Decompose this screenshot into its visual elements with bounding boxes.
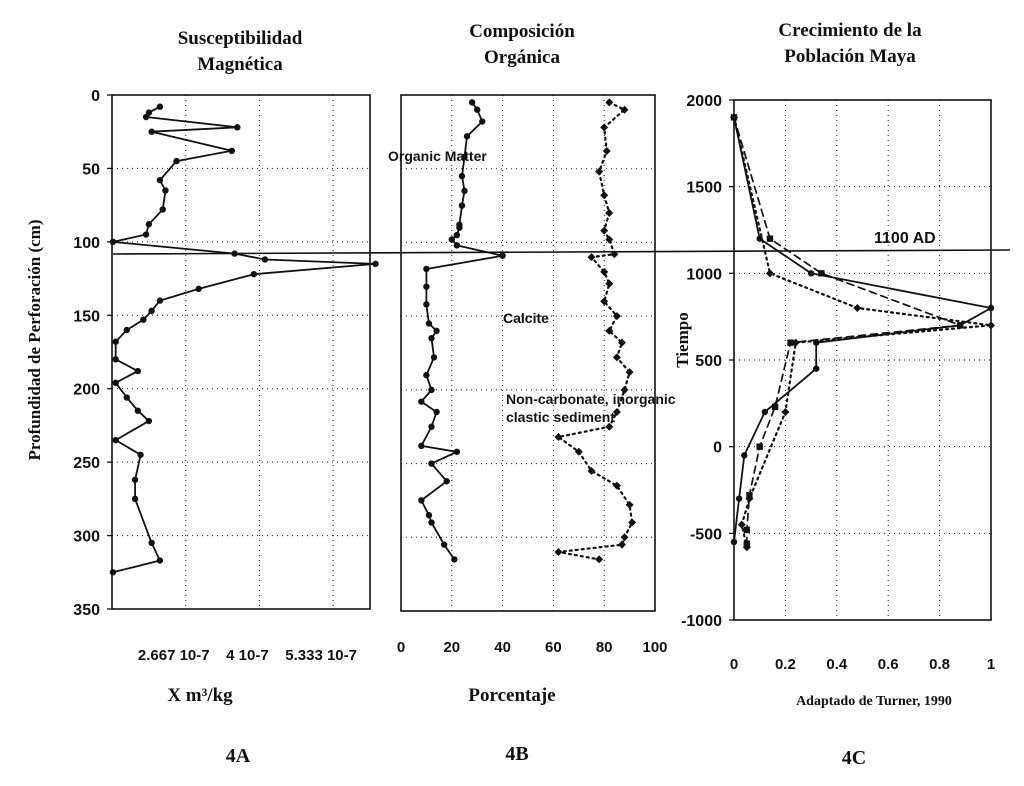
panel-4b-series-2-point bbox=[600, 191, 608, 199]
panel-4b-x-axis-label: Porcentaje bbox=[468, 685, 556, 706]
panel-4c-series-3-point bbox=[987, 321, 995, 329]
panel-4a-series-1-point bbox=[110, 569, 116, 575]
panel-4b-series-1-point bbox=[464, 133, 470, 139]
panel-4a-series-1-point bbox=[148, 540, 154, 546]
panel-4b-label: 4B bbox=[505, 743, 529, 765]
panel-4a-ticks bbox=[73, 88, 357, 664]
panel-4c-title-line-1: Crecimiento de la bbox=[778, 20, 922, 41]
panel-4a-series-1-point bbox=[157, 557, 163, 563]
panel-4b-series-1-point bbox=[479, 118, 485, 124]
panel-4b-series-1-point bbox=[423, 301, 429, 307]
panel-4a-series-1-point bbox=[148, 129, 154, 135]
panel-4a-series-1-point bbox=[124, 394, 130, 400]
panel-4a-series-1-point bbox=[124, 327, 130, 333]
panel-4c-title-line-2: Población Maya bbox=[784, 46, 916, 67]
panel-4b-series-2-point bbox=[554, 548, 562, 556]
panel-4a-y-tick-label: 100 bbox=[73, 234, 100, 252]
panel-4b-series-1-point bbox=[418, 443, 424, 449]
panel-4a-y-tick-label: 250 bbox=[73, 455, 100, 473]
panel-4a-y-tick-label: 200 bbox=[73, 381, 100, 399]
panel-4b-series-2-point bbox=[628, 519, 636, 527]
panel-4a-series-1-point bbox=[146, 221, 152, 227]
panel-4c-series-2-point bbox=[757, 443, 763, 449]
panel-4a-series-1-point bbox=[229, 148, 235, 154]
panel-4a-series-1-point bbox=[234, 124, 240, 130]
panel-4b-series-1-point bbox=[499, 252, 505, 258]
panel-4a-series bbox=[110, 104, 379, 576]
panel-4c-series-3-point bbox=[853, 304, 861, 312]
panel-4b-x-tick-label: 60 bbox=[545, 639, 562, 656]
panel-4c-ticks bbox=[681, 93, 995, 673]
panel-4b-series-2-line bbox=[559, 102, 633, 559]
panel-4b-series-1-point bbox=[426, 320, 432, 326]
panel-4a-series-1-point bbox=[148, 308, 154, 314]
panel-4c-series-1-point bbox=[808, 270, 814, 276]
panel-4c-series-3-point bbox=[781, 408, 789, 416]
panel-4b-title-line-1: Composición bbox=[469, 21, 575, 42]
panel-4b-series-1-point bbox=[451, 556, 457, 562]
panel-4a-series-1-point bbox=[195, 286, 201, 292]
panel-4b-x-tick-label: 40 bbox=[494, 639, 511, 656]
panel-4b-series bbox=[418, 98, 636, 563]
panel-4c-series-3-point bbox=[766, 269, 774, 277]
panel-4b-x-tick-label: 80 bbox=[595, 639, 613, 656]
panel-4c-series-2-point bbox=[767, 235, 773, 241]
panel-4b-series-1-point bbox=[428, 424, 434, 430]
panel-4a-grid bbox=[112, 95, 370, 609]
panel-4a-series-1-point bbox=[157, 297, 163, 303]
panel-4a-x-tick-label: 5.333 10-7 bbox=[285, 647, 357, 664]
panel-4a-series-1-point bbox=[251, 271, 257, 277]
panel-4a-label: 4A bbox=[225, 745, 251, 767]
panel-4c-series-1-point bbox=[988, 305, 994, 311]
panel-4a-series-1-line bbox=[113, 107, 376, 573]
panel-4c-x-tick-label: 1 bbox=[986, 656, 996, 673]
panel-4b-series-1-point bbox=[469, 99, 475, 105]
panel-4c-series-3-line bbox=[734, 117, 991, 547]
panel-4b-series-2-point bbox=[605, 280, 613, 288]
panel-4c-series-1-point bbox=[731, 539, 737, 545]
panel-4c-y-tick-label: 1500 bbox=[686, 179, 722, 197]
panel-4b-series-1-point bbox=[418, 398, 424, 404]
panel-4b-series-2-point bbox=[618, 541, 626, 549]
panel-4c-y-tick-label: 1000 bbox=[686, 266, 722, 284]
panel-4a-y-tick-label: 50 bbox=[82, 161, 100, 179]
panel-4b-series-1-point bbox=[449, 236, 455, 242]
panel-4c-y-tick-label: 2000 bbox=[686, 93, 722, 110]
panel-4b-grid bbox=[401, 95, 655, 611]
annotation-clastic-line-2: clastic sediment bbox=[506, 409, 615, 425]
panel-4a-series-1-point bbox=[113, 356, 119, 362]
panel-4b-series-1-point bbox=[428, 519, 434, 525]
panel-4a-series-1-point bbox=[146, 418, 152, 424]
panel-4b-series-2-point bbox=[600, 268, 608, 276]
panel-4b-series-2-point bbox=[595, 555, 603, 563]
panel-4b-series-1-point bbox=[423, 283, 429, 289]
panel-4b-series-2-point bbox=[603, 147, 611, 155]
panel-4b-series-1-point bbox=[423, 372, 429, 378]
panel-4b-axes-frame bbox=[401, 95, 655, 611]
panel-4a-series-1-point bbox=[113, 380, 119, 386]
panel-4a-series-1-point bbox=[137, 452, 143, 458]
panel-4b-series-1-point bbox=[454, 449, 460, 455]
panel-4a-series-1-point bbox=[162, 187, 168, 193]
panel-4c-series-2-line bbox=[734, 117, 960, 543]
panel-4c-y-tick-label: -500 bbox=[689, 526, 722, 544]
panel-4a-series-1-point bbox=[113, 339, 119, 345]
panel-4a-y-tick-label: 300 bbox=[73, 528, 100, 546]
panel-4a-x-tick-label: 2.667 10-7 bbox=[137, 647, 210, 664]
panel-4b-series-2-point bbox=[626, 368, 634, 376]
panel-4a-x-axis-label: X m³/kg bbox=[167, 685, 233, 706]
panel-4b-series-1-point bbox=[428, 460, 434, 466]
panel-4c bbox=[673, 20, 995, 769]
panel-4a-axes-frame bbox=[112, 95, 370, 609]
panel-4b-x-tick-label: 20 bbox=[443, 639, 461, 656]
panel-4b-series-1-point bbox=[461, 188, 467, 194]
annotation-calcite: Calcite bbox=[503, 310, 549, 326]
panel-4c-x-tick-label: 0.8 bbox=[929, 656, 951, 673]
panel-4a-series-1-point bbox=[132, 477, 138, 483]
panel-4b-x-tick-label: 0 bbox=[396, 639, 406, 656]
panel-4c-x-tick-label: 0.2 bbox=[774, 656, 796, 673]
y-axis-label: Profundidad de Perforación (cm) bbox=[25, 219, 44, 461]
panel-4c-grid bbox=[734, 100, 991, 620]
source-note: Adaptado de Turner, 1990 bbox=[796, 694, 952, 709]
panel-4b-series-1-point bbox=[431, 354, 437, 360]
panel-4a-series-1-point bbox=[140, 316, 146, 322]
panel-4b bbox=[388, 21, 676, 765]
panel-4b-series-2-point bbox=[621, 533, 629, 541]
panel-4c-series-1-point bbox=[736, 495, 742, 501]
panel-4c-y-tick-label: -1000 bbox=[681, 613, 722, 630]
panel-4c-label: 4C bbox=[841, 747, 867, 769]
panel-4b-series-1-point bbox=[441, 541, 447, 547]
panel-4a-series-1-point bbox=[173, 158, 179, 164]
panel-4c-y-tick-label: 500 bbox=[695, 353, 722, 370]
panel-4a-series-1-point bbox=[143, 231, 149, 237]
panel-4a-series-1-point bbox=[110, 239, 116, 245]
panel-4c-y-tick-label: 0 bbox=[713, 439, 722, 457]
panel-4b-series-1-point bbox=[459, 173, 465, 179]
panel-4a-series-1-point bbox=[132, 496, 138, 502]
panel-4b-title-line-2: Orgánica bbox=[484, 47, 560, 68]
panel-4c-series-1-point bbox=[813, 365, 819, 371]
panel-4a-y-tick-label: 350 bbox=[73, 602, 100, 619]
panel-4a-y-tick-label: 150 bbox=[73, 308, 100, 326]
panel-4a-series-1-point bbox=[135, 368, 141, 374]
panel-4b-series-2-point bbox=[600, 227, 608, 235]
panel-4a-title-line-1: Susceptibilidad bbox=[177, 28, 303, 49]
panel-4a-series-1-point bbox=[143, 114, 149, 120]
panel-4b-series-1-point bbox=[456, 224, 462, 230]
panel-4c-series-1-point bbox=[741, 452, 747, 458]
panel-4a bbox=[73, 28, 378, 767]
panel-4b-series-1-point bbox=[459, 202, 465, 208]
panel-4b-ticks bbox=[397, 639, 668, 656]
panel-4b-series-2-point bbox=[605, 98, 613, 106]
panel-4b-series-1-point bbox=[418, 497, 424, 503]
reference-line-label: 1100 AD bbox=[874, 230, 936, 247]
panel-4c-series bbox=[730, 113, 995, 551]
panel-4b-series-1-point bbox=[444, 478, 450, 484]
panel-4c-series-2-point bbox=[744, 527, 750, 533]
panel-4c-series-2-point bbox=[818, 270, 824, 276]
panel-4b-series-1-point bbox=[454, 232, 460, 238]
panel-4b-series-2-point bbox=[605, 209, 613, 217]
panel-4b-series-1-point bbox=[423, 266, 429, 272]
panel-4c-x-tick-label: 0.4 bbox=[826, 656, 848, 673]
panel-4b-series-1-point bbox=[433, 409, 439, 415]
panel-4b-series-1-point bbox=[433, 328, 439, 334]
panel-4c-y-axis-label: Tiempo bbox=[673, 312, 692, 368]
panel-4a-x-tick-label: 4 10-7 bbox=[226, 647, 269, 664]
reference-line-1100-ad bbox=[113, 250, 1010, 254]
panel-4c-series-1-point bbox=[762, 409, 768, 415]
panel-4c-x-tick-label: 0 bbox=[729, 656, 739, 673]
panel-4a-y-tick-label: 0 bbox=[91, 88, 100, 105]
panel-4b-series-1-point bbox=[428, 335, 434, 341]
panel-4c-axes-frame bbox=[734, 100, 991, 620]
panel-4b-series-1-point bbox=[426, 512, 432, 518]
panel-4a-title-line-2: Magnética bbox=[197, 54, 283, 75]
annotation-clastic-line-1: Non-carbonate, inorganic bbox=[506, 391, 676, 407]
panel-4a-series-1-point bbox=[372, 261, 378, 267]
panel-4c-x-tick-label: 0.6 bbox=[877, 656, 899, 673]
panel-4a-series-1-point bbox=[157, 104, 163, 110]
annotation-organic-matter: Organic Matter bbox=[388, 148, 487, 164]
panel-4a-series-1-point bbox=[262, 256, 268, 262]
panel-4c-series-2-point bbox=[772, 404, 778, 410]
panel-4a-series-1-point bbox=[159, 206, 165, 212]
panel-4b-series-1-point bbox=[454, 242, 460, 248]
panel-4a-series-1-point bbox=[157, 177, 163, 183]
panel-4b-x-tick-label: 100 bbox=[642, 639, 668, 656]
panel-4a-series-1-point bbox=[113, 437, 119, 443]
panel-4b-series-1-point bbox=[428, 387, 434, 393]
panel-4b-series-2-point bbox=[600, 123, 608, 131]
panel-4a-series-1-point bbox=[135, 408, 141, 414]
panel-4b-series-1-point bbox=[474, 107, 480, 113]
